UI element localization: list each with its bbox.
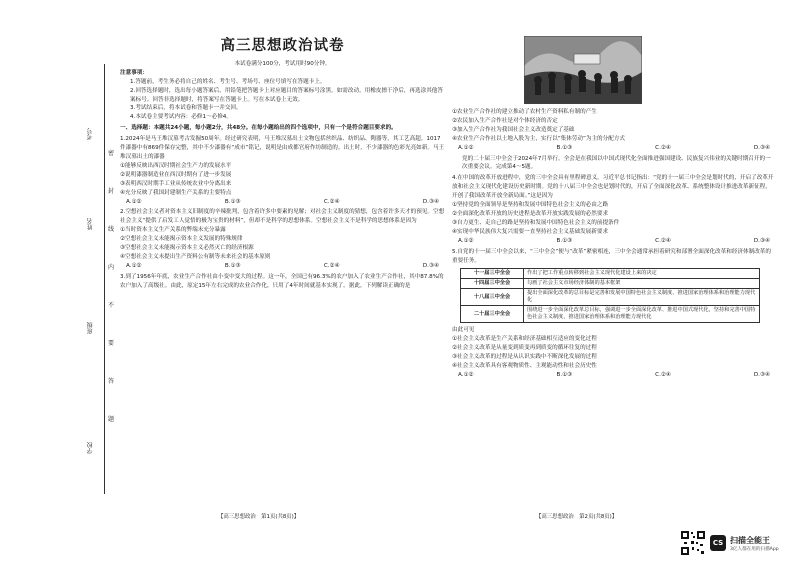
question-4-option: ④实现中华民族伟大复兴需要一直坚持社会主义基础发展新要求 [452, 228, 609, 235]
seal-char: 要 [108, 340, 115, 347]
seal-char: 不 [108, 302, 115, 309]
historical-photo [524, 36, 642, 104]
question-3-option: ③加入生产合作社为我国社会主义改造奠定了基础 [452, 126, 575, 133]
choice-d: D.③④ [422, 198, 439, 205]
choice-c: C.②④ [323, 198, 340, 205]
notice-title: 注意事项： [120, 69, 148, 76]
seal-char: 题 [108, 416, 115, 423]
question-2-option: ②空想社会主义未能揭示资本主义发展的特殊规律 [120, 236, 243, 243]
scan-app-text [730, 535, 779, 552]
choice-a: A.①② [458, 237, 474, 244]
page-footer-left: 【高三思想政治 第1页(共8页)】 [218, 514, 300, 520]
seal-char: 密 [108, 150, 115, 157]
table-cell-content: 作出了把工作重点转移到社会主义现代化建设上来的决定 [524, 269, 760, 279]
choice-d: D.③④ [753, 371, 770, 378]
binding-label-name: 姓名 [87, 218, 94, 230]
table-row [461, 269, 760, 279]
choice-d: D.③④ [753, 144, 770, 151]
page-footer-right: 【高三思想政治 第2页(共8页)】 [536, 514, 618, 520]
question-3-option: ②农民加入生产合作社是对个体经济的否定 [452, 117, 558, 124]
binding-strip [0, 0, 120, 561]
left-column [120, 36, 445, 291]
choice-a: A.①② [458, 144, 474, 151]
question-2-choices [120, 262, 445, 271]
question-4-option: ①坚持党的全面领导是坚持和发展中国特色社会主义的必由之路 [452, 202, 609, 209]
seal-line [104, 64, 105, 494]
binding-label-exam-number: 考号 [87, 128, 94, 140]
question-1-choices [120, 198, 445, 207]
notice-item: 1.答题前，考生务必将自己的姓名、考生号、考场号、座位号填写在答题卡上。 [130, 78, 326, 85]
choice-c: C.②④ [655, 371, 671, 378]
exam-title: 高三思想政治试卷 [220, 37, 345, 54]
question-5-stem: 5.自党的十一届三中全会以来，“三中全会”便与“改革”紧密相连，三中全会通常承担着研究和部署全面深化改革和经济体制改革的重要任务。 [452, 248, 771, 264]
choice-b: B.①③ [556, 371, 573, 378]
qr-code-icon [680, 530, 706, 556]
table-cell-content: 提出全面深化改革的总目标是完善和发展中国特色社会主义制度、推进国家治理体系和治理能力现代化 [524, 289, 760, 306]
question-5-option: ④社会主义改革具有客观物质性、主观能动性和社会历史性 [452, 363, 597, 370]
notice-list [120, 78, 445, 123]
seal-char: 线 [108, 226, 115, 233]
choice-a: A.①② [126, 198, 142, 205]
table-row [461, 289, 760, 306]
table-cell-session: 十一届三中全会 [461, 269, 524, 279]
table-row [461, 306, 760, 323]
scan-app-badge [680, 530, 779, 556]
choice-d: D.③④ [753, 237, 770, 244]
question-4-stem: 4.在中国的改革开放进程中，党的三中全会具有里程碑意义。习近平总书记指出：“党的十一届三中全会是划时代的，开启了改革开放和社会主义现代化建设历史新时期。党的十八届三中全会也是划时代的，开启了全面深化改革、系统整体设计推进改革新征程，开创了我国改革开放全新局面。”这是因为 [452, 175, 774, 200]
question-3-option: ①农业生产合作社的建立推动了农村生产资料私有制的产生 [452, 109, 597, 115]
scan-app-name: 扫描全能王 [730, 535, 770, 545]
question-4-intro: 党的二十届三中全会于2024年7月举行。全会是在我国以中国式现代化全面推进强国建设、民族复兴伟业的关键时期召开的一次重要会议。完成第4～5题。 [462, 155, 771, 171]
table-cell-content: 勾画了社会主义市场经济体制的基本框架 [524, 279, 760, 289]
question-1-stem: 1.2024年是马王堆汉墓考古发掘50周年。经过研究表明，马王堆汉墓出土文物包括丝织品、纺织品、陶器等，其工艺高超。1017件漆器中有869件保存完整，其中不少漆器有“成市”铭记，说明是由成都官府作坊制造的。出土时，不少漆器的色彩光亮如新。马王堆汉墓出土的漆器 [120, 136, 445, 160]
binding-label-class: 班级 [87, 322, 94, 334]
question-2-option: ③空想社会主义未能揭示资本主义必然灭亡的经济根源 [120, 245, 254, 252]
choice-b: B.①③ [224, 198, 241, 205]
seal-char: 内 [108, 264, 115, 271]
question-5-option: ②社会主义改革是从量变到质变再到质变的循环往复的过程 [452, 345, 597, 352]
seal-char: 答 [108, 378, 115, 385]
exam-meta: 本试卷满分100分，考试用时90分钟。 [234, 60, 331, 67]
question-5-option: ①社会主义改革是生产关系和经济基础相互适应的变化过程 [452, 336, 597, 343]
choice-a: A.①② [458, 371, 474, 378]
notice-item: 4.本试卷主要考试内容：必修1～必修4。 [130, 114, 232, 121]
question-4-option: ②全面深化改革开放的历史进程是改革开放实践发展的必然要求 [452, 210, 609, 217]
question-2-stem: 2.空想社会主义者对资本主义旧制度的辛辣批判，包含着许多中要素的见解；对社会主义制度的猜想，包含着许多天才的预见。空想社会主义“提供了启发工人觉悟的极为宝贵的材料”，但却不是科学的思想体系。空想社会主义不是科学的思想体系是因为 [120, 209, 445, 225]
choice-b: B.①③ [224, 262, 241, 269]
table-cell-session: 二十届三中全会 [461, 306, 524, 323]
binding-label-school: 学校 [87, 442, 94, 454]
choice-d: D.③④ [422, 262, 439, 269]
choice-a: A.①② [126, 262, 142, 269]
choice-c: C.②④ [323, 262, 340, 269]
question-3-choices [452, 144, 776, 153]
choice-c: C.②④ [655, 237, 671, 244]
question-4-option: ③自力更生、走自己的路是坚持和发展中国特色社会主义的前提条件 [452, 219, 620, 226]
choice-c: C.②④ [655, 144, 671, 151]
scanner-logo-icon: CS [710, 535, 726, 551]
choice-b: B.①③ [556, 144, 573, 151]
question-3-stem: 3.到了1956年年底，农业生产合作社由小变中变大的过程。这一年，全国已有96.3%的农户加入了农业生产合作社，其中87.8%的农户加入了高级社。由此，原定15年左右完成的农业合作化，只用了4年时间就基本实现了。据此，下列解读正确的是 [120, 273, 444, 289]
question-1-option: ④充分反映了我国封建制生产关系的主要特点 [120, 189, 232, 196]
question-5-option: ③社会主义改革的过程是从认识实践中不断深化发展的过程 [452, 354, 597, 361]
question-5-lead: 由此可见 [452, 327, 475, 334]
question-3-option: ④农业生产合作社以土地入股为主，实行以“集体劳动”为主的分配方式 [452, 135, 626, 142]
section-heading: 一、选择题：本题共24小题，每小题2分，共48分。在每小题给出的四个选项中，只有一个是符合题目要求的。 [120, 125, 397, 132]
scan-app-tagline: 3亿人都在用的扫描App [730, 546, 779, 552]
table-cell-session: 十八届三中全会 [461, 289, 524, 306]
question-5-choices [452, 371, 776, 380]
question-1-option: ①能够反映出西汉时期社会生产力的发展水平 [120, 162, 232, 169]
choice-b: B.①③ [556, 237, 573, 244]
question-1-option: ③表明西汉时期手工业从传统农业中分离出来 [120, 180, 232, 187]
question-1-option: ②说明漆器制造业在西汉时期有了进一步发展 [120, 171, 232, 178]
question-2-option: ④空想社会主义未提出生产资料公有制等未来社会的基本原则 [120, 253, 271, 260]
right-column [452, 108, 776, 380]
notice-item: 2.回答选择题时，选出每小题答案后，用铅笔把答题卡上对应题目的答案标号涂黑。如需改动，用橡皮擦干净后，再选涂其他答案标号。回答非选择题时，将答案写在答题卡上。写在本试卷上无效。 [130, 87, 443, 103]
question-2-option: ①当时资本主义生产关系的弊端未充分暴露 [120, 227, 226, 234]
seal-char: 封 [108, 188, 115, 195]
table-cell-session: 十四届三中全会 [461, 279, 524, 289]
plenum-table [460, 268, 760, 323]
table-cell-content: 围绕进一步全面深化改革总目标，强调进一步全面深化改革、推进中国式现代化，坚持和完善中国特色社会主义制度，推进国家治理体系和治理能力现代化 [524, 306, 760, 323]
notice-item: 3.考试结束后，将本试卷和答题卡一并交回。 [130, 105, 242, 112]
question-4-choices [452, 237, 776, 246]
table-row [461, 279, 760, 289]
